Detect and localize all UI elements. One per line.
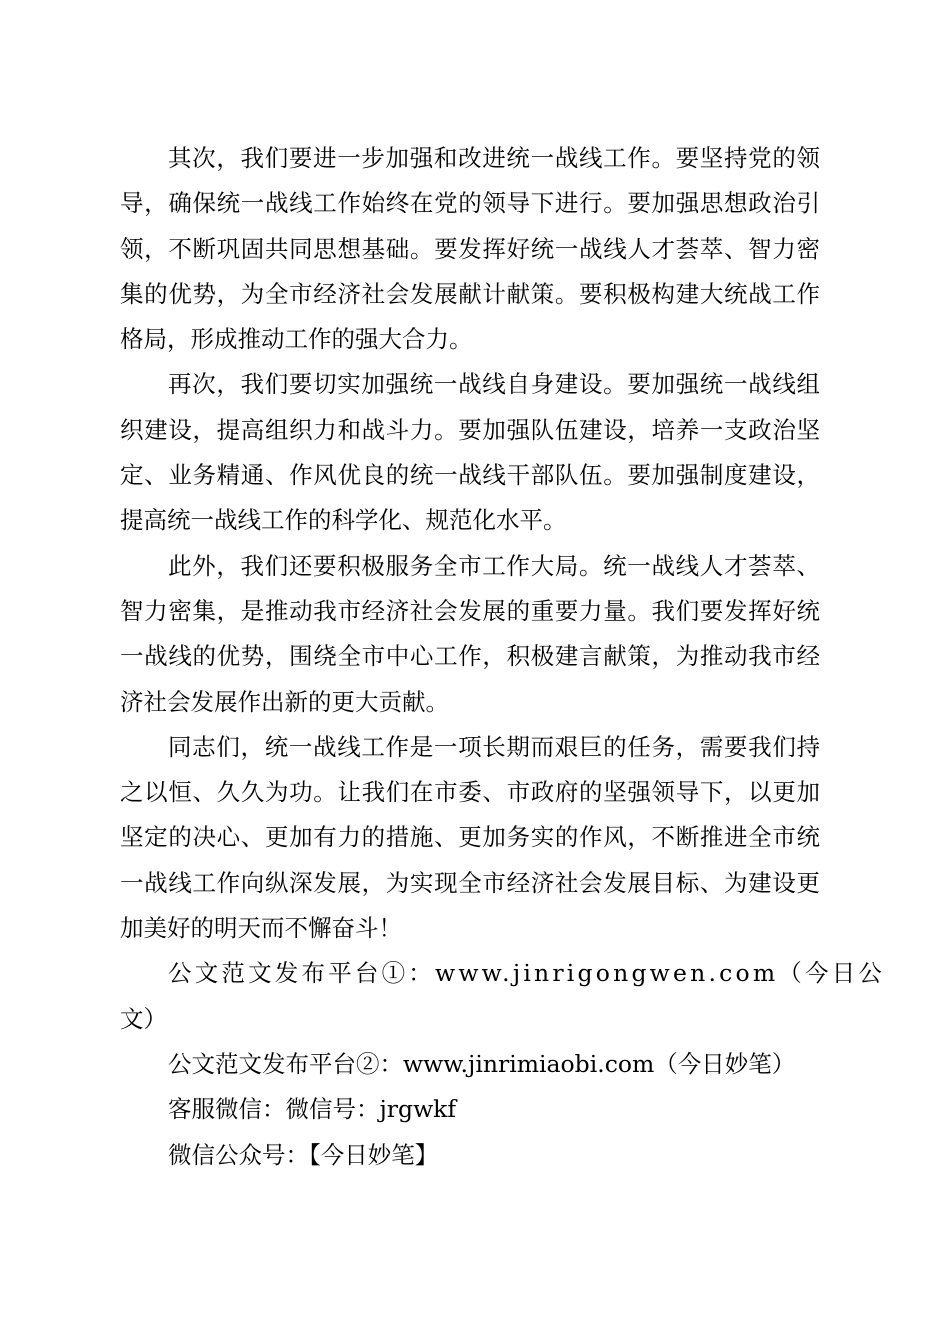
service-wechat-line: 客服微信：微信号：jrgwkf — [168, 1095, 457, 1124]
body-paragraph-2: 再次，我们要切实加强统一战线自身建设。要加强统一战线组织建设，提高组织力和战斗力。要加强队伍建设，培养一支政治坚定、业务精通、作风优良的统一战线干部队伍。要加强制度建设，提高统一战线工作的科学化、规范化水平。 — [120, 370, 820, 535]
body-paragraph-1: 其次，我们要进一步加强和改进统一战线工作。要坚持党的领导，确保统一战线工作始终在党的领导下进行。要加强思想政治引领，不断巩固共同思想基础。要发挥好统一战线人才荟萃、智力密集的优势，为全市经济社会发展献计献策。要积极构建大统战工作格局，形成推动工作的强大合力。 — [120, 144, 820, 354]
document-page — [120, 136, 886, 1178]
platform-1-line-1: 公文范文发布平台①：www.jinrigongwen.com（今日公 — [168, 959, 886, 988]
platform-2-line: 公文范文发布平台②：www.jinrimiaobi.com（今日妙笔） — [168, 1049, 796, 1078]
body-paragraph-3: 此外，我们还要积极服务全市工作大局。统一战线人才荟萃、智力密集，是推动我市经济社会发展的重要力量。我们要发挥好统一战线的优势，围绕全市中心工作，积极建言献策，为推动我市经济社会发展作出新的更大贡献。 — [120, 551, 820, 716]
platform-1-line-2: 文） — [120, 1004, 167, 1033]
public-account-line: 微信公众号：【今日妙笔】 — [168, 1140, 439, 1169]
body-paragraph-4: 同志们，统一战线工作是一项长期而艰巨的任务，需要我们持之以恒、久久为功。让我们在市委、市政府的坚强领导下，以更加坚定的决心、更加有力的措施、更加务实的作风，不断推进全市统一战线工作向纵深发展，为实现全市经济社会发展目标、为建设更加美好的明天而不懈奋斗！ — [120, 732, 820, 943]
footer-block — [120, 951, 886, 1177]
